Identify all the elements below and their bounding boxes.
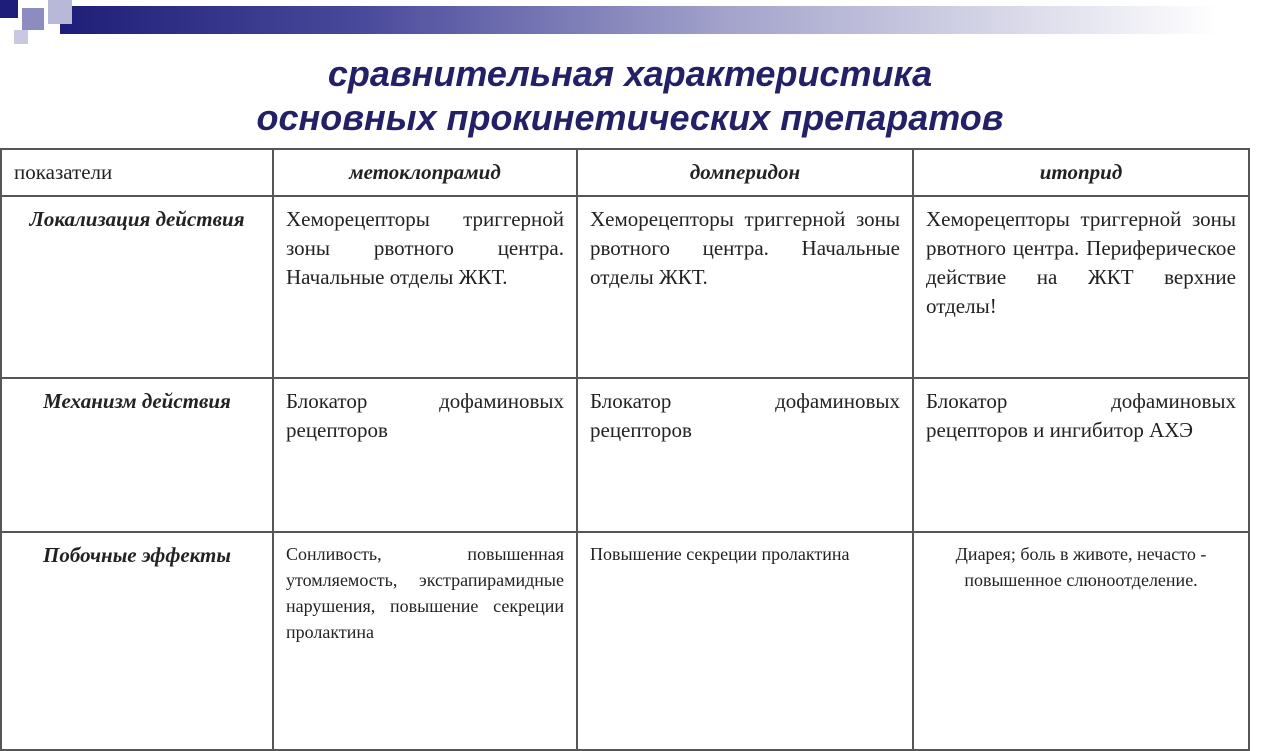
header-gradient-bar: [60, 6, 1280, 34]
decor-square: [14, 30, 28, 44]
header-drug-itopride: итоприд: [913, 149, 1249, 196]
table-cell: Хеморецепторы триггерной зоны рвотного центра. Начальные отделы ЖКТ.: [577, 196, 913, 378]
table-row: [1, 532, 1249, 750]
slide-decoration: [0, 0, 1280, 60]
decor-square: [48, 0, 72, 24]
row-label-mechanism: Механизм действия: [1, 378, 273, 532]
table-cell: Хеморецепторы триггерной зоны рвотного центра. Периферическое действие на ЖКТ верхние отделы!: [913, 196, 1249, 378]
table-cell: Блокатор дофаминовых рецепторов: [273, 378, 577, 532]
slide-title: [0, 52, 1260, 140]
table-header-row: [1, 149, 1249, 196]
table-cell: Блокатор дофаминовых рецепторов и ингибитор АХЭ: [913, 378, 1249, 532]
table-cell: Хеморецепторы триггерной зоны рвотного центра. Начальные отделы ЖКТ.: [273, 196, 577, 378]
table-row: [1, 196, 1249, 378]
decor-square: [0, 0, 18, 18]
title-line-2: основных прокинетических препаратов: [256, 97, 1004, 138]
table-cell: Блокатор дофаминовых рецепторов: [577, 378, 913, 532]
comparison-table: [0, 148, 1250, 751]
header-label-cell: показатели: [1, 149, 273, 196]
decor-square: [22, 8, 44, 30]
title-line-1: сравнительная характеристика: [327, 53, 933, 94]
table-cell: Сонливость, повышенная утомляемость, экстрапирамидные нарушения, повышение секреции пролактина: [273, 532, 577, 750]
table-row: [1, 378, 1249, 532]
table-cell: Повышение секреции пролактина: [577, 532, 913, 750]
row-label-localization: Локализация действия: [1, 196, 273, 378]
row-label-side-effects: Побочные эффекты: [1, 532, 273, 750]
header-drug-metoclopramide: метоклопрамид: [273, 149, 577, 196]
header-drug-domperidone: домперидон: [577, 149, 913, 196]
table-cell: Диарея; боль в животе, нечасто - повышенное слюноотделение.: [913, 532, 1249, 750]
